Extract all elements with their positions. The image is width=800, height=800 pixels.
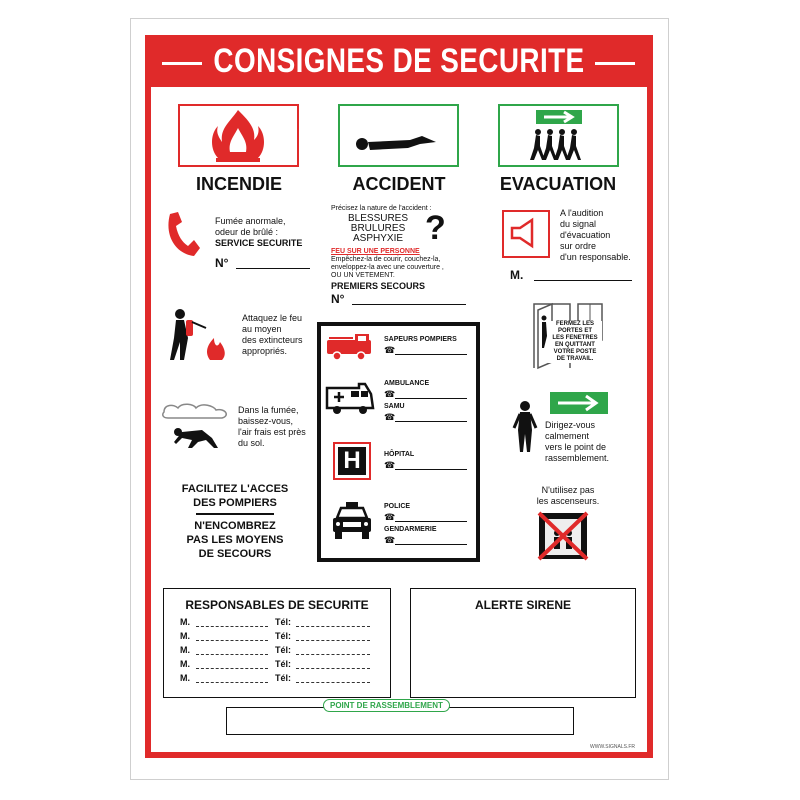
- resp-tel-line-3[interactable]: [296, 654, 370, 655]
- nature-asphyxie: ASPHYXIE: [353, 233, 404, 244]
- resp-tel-line-1[interactable]: [296, 626, 370, 627]
- accident-label: ACCIDENT: [352, 174, 446, 194]
- hospital-sign: H: [338, 447, 366, 475]
- walk-line-3: vers le point de: [545, 442, 607, 452]
- resp-m-4: M.: [180, 659, 190, 669]
- siren-line-2: du signal: [560, 219, 597, 229]
- resp-m-line-5[interactable]: [196, 682, 268, 683]
- siren-icon: [504, 212, 548, 256]
- resp-m-line-4[interactable]: [196, 668, 268, 669]
- evacuation-m-line: [534, 280, 632, 281]
- incendie-label: INCENDIE: [195, 174, 282, 194]
- incendie-phone-text: [215, 216, 302, 249]
- incendie-number-line: [236, 268, 310, 269]
- elevator-line-1: N'utilisez pas: [541, 485, 595, 495]
- incendie-phone-line-2: odeur de brûlé :: [215, 227, 279, 237]
- resp-m-5: M.: [180, 673, 190, 683]
- resp-m-line-2[interactable]: [196, 640, 268, 641]
- access-line-1: FACILITEZ L'ACCES: [181, 483, 289, 495]
- door-line-5: VOTRE POSTE: [553, 349, 597, 355]
- extinguisher-line-4: appropriés.: [242, 346, 288, 356]
- service-label-gendarmerie: GENDARMERIE: [384, 526, 437, 533]
- rassemblement-label: POINT DE RASSEMBLEMENT: [323, 699, 450, 712]
- door-line-2: PORTES ET: [557, 328, 592, 334]
- resp-tel-1: Tél:: [275, 617, 292, 627]
- incendie-phone-line-1: Fumée anormale,: [215, 216, 286, 226]
- resp-m-3: M.: [180, 645, 190, 655]
- smoke-line-1: Dans la fumée,: [238, 405, 299, 415]
- elevator-text: [532, 485, 604, 507]
- resp-m-line-3[interactable]: [196, 654, 268, 655]
- service-line-police: [395, 521, 467, 522]
- service-label-police: POLICE: [384, 503, 411, 510]
- no-elevator-icon: [537, 511, 589, 561]
- accident-header-box: [338, 104, 459, 167]
- door-line-6: DE TRAVAIL.: [556, 356, 594, 362]
- service-line-hopital: [395, 469, 467, 470]
- resp-tel-4: Tél:: [275, 659, 292, 669]
- incendie-number-label: N°: [215, 256, 229, 270]
- extinguisher-line-3: des extincteurs: [242, 335, 303, 345]
- fire-icon: [180, 106, 297, 165]
- accident-intro: Précisez la nature de l'accident :: [331, 205, 432, 212]
- phone-symbol-icon: ☎: [384, 389, 396, 399]
- police-car-icon: [331, 500, 373, 542]
- smoke-text: [238, 405, 306, 449]
- phone-icon: [160, 210, 200, 262]
- hospital-icon: [333, 442, 371, 480]
- siren-line-3: d'évacuation: [560, 230, 611, 240]
- nature-blessures: BLESSURES: [348, 213, 409, 224]
- service-label-hopital: HÔPITAL: [384, 451, 415, 458]
- obstruct-line-1: N'ENCOMBREZ: [194, 520, 276, 532]
- running-people-icon: [500, 106, 617, 165]
- door-line-1: FERMEZ LES: [555, 321, 594, 327]
- alerte-sirene-title: ALERTE SIRENE: [474, 598, 571, 612]
- siren-line-5: d'un responsable.: [560, 252, 631, 262]
- phone-symbol-icon: ☎: [384, 345, 396, 355]
- extinguisher-icon: [160, 308, 232, 362]
- phone-symbol-icon: ☎: [384, 412, 396, 422]
- phone-symbol-icon: ☎: [384, 512, 396, 522]
- fire-person-text: [331, 256, 444, 280]
- first-aid-number-label: N°: [331, 292, 345, 306]
- resp-m-line-1[interactable]: [196, 626, 268, 627]
- lying-person-icon: [340, 106, 457, 165]
- fire-person-line-2: enveloppez-la avec une couverture ,: [331, 264, 444, 271]
- resp-m-2: M.: [180, 631, 190, 641]
- exit-arrow-icon: [550, 392, 608, 414]
- siren-line-1: A l'audition: [560, 208, 604, 218]
- incendie-header-box: [178, 104, 299, 167]
- walk-line-2: calmement: [545, 431, 590, 441]
- obstruct-line-3: DE SECOURS: [198, 548, 272, 560]
- obstruct-line-2: PAS LES MOYENS: [186, 534, 284, 546]
- smoke-line-3: l'air frais est près: [238, 427, 306, 437]
- service-line-pompiers: [395, 354, 467, 355]
- access-line-2: DES POMPIERS: [193, 497, 277, 509]
- nature-brulures: BRULURES: [350, 223, 406, 234]
- footer-credit: WWW.SIGNALS.FR: [590, 744, 635, 750]
- first-aid-label: PREMIERS SECOURS: [331, 281, 426, 291]
- incendie-phone-line-3: SERVICE SECURITE: [215, 238, 303, 248]
- question-mark-icon: ?: [425, 209, 446, 247]
- resp-tel-3: Tél:: [275, 645, 292, 655]
- evacuation-label: EVACUATION: [499, 174, 617, 194]
- resp-tel-line-4[interactable]: [296, 668, 370, 669]
- fire-person-line-1: Empêchez-la de courir, couchez-la,: [331, 256, 441, 263]
- extinguisher-line-2: au moyen: [242, 324, 282, 334]
- elevator-line-2: les ascenseurs.: [536, 496, 600, 506]
- resp-tel-2: Tél:: [275, 631, 292, 641]
- access-text: [165, 482, 305, 510]
- accident-natures: [348, 214, 408, 244]
- obstruct-text: [165, 519, 305, 561]
- resp-tel-line-2[interactable]: [296, 640, 370, 641]
- service-line-samu: [395, 421, 467, 422]
- siren-box: [502, 210, 550, 258]
- service-line-gendarmerie: [395, 544, 467, 545]
- smoke-line-4: du sol.: [238, 438, 265, 448]
- door-text: [548, 321, 602, 363]
- walk-text: [545, 420, 609, 464]
- responsables-title: RESPONSABLES DE SECURITE: [185, 598, 369, 612]
- smoke-line-2: baissez-vous,: [238, 416, 294, 426]
- service-label-pompiers: SAPEURS POMPIERS: [384, 336, 457, 343]
- siren-line-4: sur ordre: [560, 241, 597, 251]
- extinguisher-line-1: Attaquez le feu: [242, 313, 303, 323]
- door-line-3: LES FENETRES: [552, 335, 598, 341]
- fire-person-title: FEU SUR UNE PERSONNE: [331, 248, 420, 255]
- crawling-person-icon: [160, 402, 232, 452]
- resp-m-1: M.: [180, 617, 190, 627]
- access-divider: [196, 513, 274, 515]
- fire-truck-icon: [325, 332, 375, 362]
- walking-person-icon: [512, 400, 538, 454]
- evacuation-m-label: M.: [510, 268, 524, 282]
- phone-symbol-icon: ☎: [384, 460, 396, 470]
- page-title: CONSIGNES DE SECURITE: [213, 42, 585, 80]
- ambulance-icon: [325, 382, 375, 416]
- resp-tel-line-5[interactable]: [296, 682, 370, 683]
- walk-line-1: Dirigez-vous: [545, 420, 596, 430]
- fire-person-line-3: OU UN VETEMENT.: [331, 272, 395, 279]
- resp-tel-5: Tél:: [275, 673, 292, 683]
- first-aid-number-line: [352, 304, 466, 305]
- evacuation-header-box: [498, 104, 619, 167]
- service-line-ambulance: [395, 398, 467, 399]
- walk-line-4: rassemblement.: [545, 453, 610, 463]
- phone-symbol-icon: ☎: [384, 535, 396, 545]
- door-line-4: EN QUITTANT: [555, 342, 595, 348]
- service-label-ambulance: AMBULANCE: [384, 380, 430, 387]
- extinguisher-text: [242, 313, 303, 357]
- siren-text: [560, 208, 631, 263]
- service-label-samu: SAMU: [384, 403, 405, 410]
